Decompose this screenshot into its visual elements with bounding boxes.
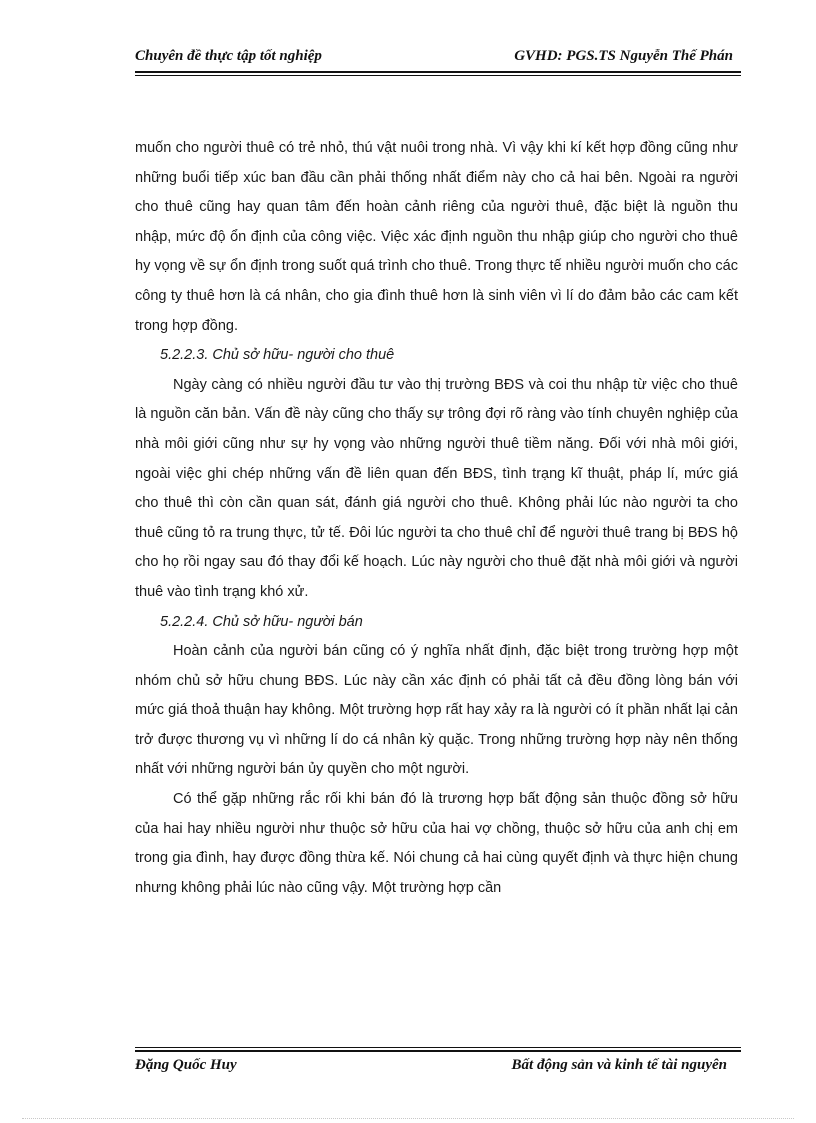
paragraph: Có thể gặp những rắc rối khi bán đó là trương hợp bất động sản thuộc đồng sở hữu của hai hay nhiều người như thuộc sở hữu của hai vợ chồng, thuộc sở hữu của anh chị em trong gia đình, hay được đồng thừa kế. Nói chung cả hai cùng quyết định và thực hiện chung nhưng không phải lúc nào cũng vậy. Một trường hợp cần (135, 791, 738, 896)
page-edge-divider (22, 1118, 794, 1119)
paragraph: muốn cho người thuê có trẻ nhỏ, thú vật nuôi trong nhà. Vì vậy khi kí kết hợp đồng cũng như những buổi tiếp xúc ban đầu cần phải thống nhất điểm này cho cả hai bên. Ngoài ra người cho thuê cũng hay quan tâm đến hoàn cảnh riêng của người thuê, đặc biệt là nguồn thu nhập, mức độ ổn định của công việc. Việc xác định nguồn thu nhập giúp cho người cho thuê hy vọng về sự ổn định trong suốt quá trình cho thuê. Trong thực tế nhiều người muốn cho các công ty thuê hơn là cá nhân, cho gia đình thuê hơn là sinh viên vì lí do đảm bảo các cam kết trong hợp đồng. (135, 140, 738, 334)
header-rule (135, 71, 741, 73)
paragraph: Ngày càng có nhiều người đầu tư vào thị trường BĐS và coi thu nhập từ việc cho thuê là nguồn căn bản. Vấn đề này cũng cho thấy sự trông đợi rõ ràng vào tính chuyên nghiệp của nhà môi giới cũng như sự hy vọng vào những người thuê tiềm năng. Đối với nhà môi giới, ngoài việc ghi chép những vấn đề liên quan đến BĐS, tình trạng kĩ thuật, pháp lí, mức giá cho thuê thì còn cần quan sát, đánh giá người cho thuê. Không phải lúc nào người ta cho thuê cũng tỏ ra trung thực, tử tế. Đôi lúc người ta cho thuê chỉ để người thuê trang bị BĐS hộ cho họ rồi ngay sau đó thay đổi kế hoạch. Lúc này người cho thuê đặt nhà môi giới và người thuê vào tình trạng khó xử. (135, 376, 738, 600)
header-title: Chuyên đề thực tập tốt nghiệp (135, 48, 322, 64)
header-supervisor: GVHD: PGS.TS Nguyễn Thế Phán (514, 48, 733, 64)
section-heading: 5.2.2.3. Chủ sở hữu- người cho thuê (160, 347, 395, 364)
footer-rule (135, 1050, 741, 1052)
page-footer (135, 1057, 741, 1081)
footer-rule-thin (135, 1047, 741, 1048)
footer-author: Đặng Quốc Huy (135, 1057, 237, 1073)
section-heading: 5.2.2.4. Chủ sở hữu- người bán (160, 613, 363, 630)
footer-department: Bất động sản và kinh tế tài nguyên (511, 1057, 727, 1073)
paragraph: Hoàn cảnh của người bán cũng có ý nghĩa nhất định, đặc biệt trong trường hợp một nhóm chủ sở hữu chung BĐS. Lúc này cần xác định có phải tất cả đều đồng lòng bán với mức giá thoả thuận hay không. Một trường hợp rất hay xảy ra là người có ít phần nhất lại cản trở được thương vụ vì những lí do cá nhân kỳ quặc. Trong những trường hợp này nên thống nhất với những người bán ủy quyền cho một người. (135, 643, 738, 778)
document-body (135, 134, 738, 903)
header-rule-thin (135, 75, 741, 76)
